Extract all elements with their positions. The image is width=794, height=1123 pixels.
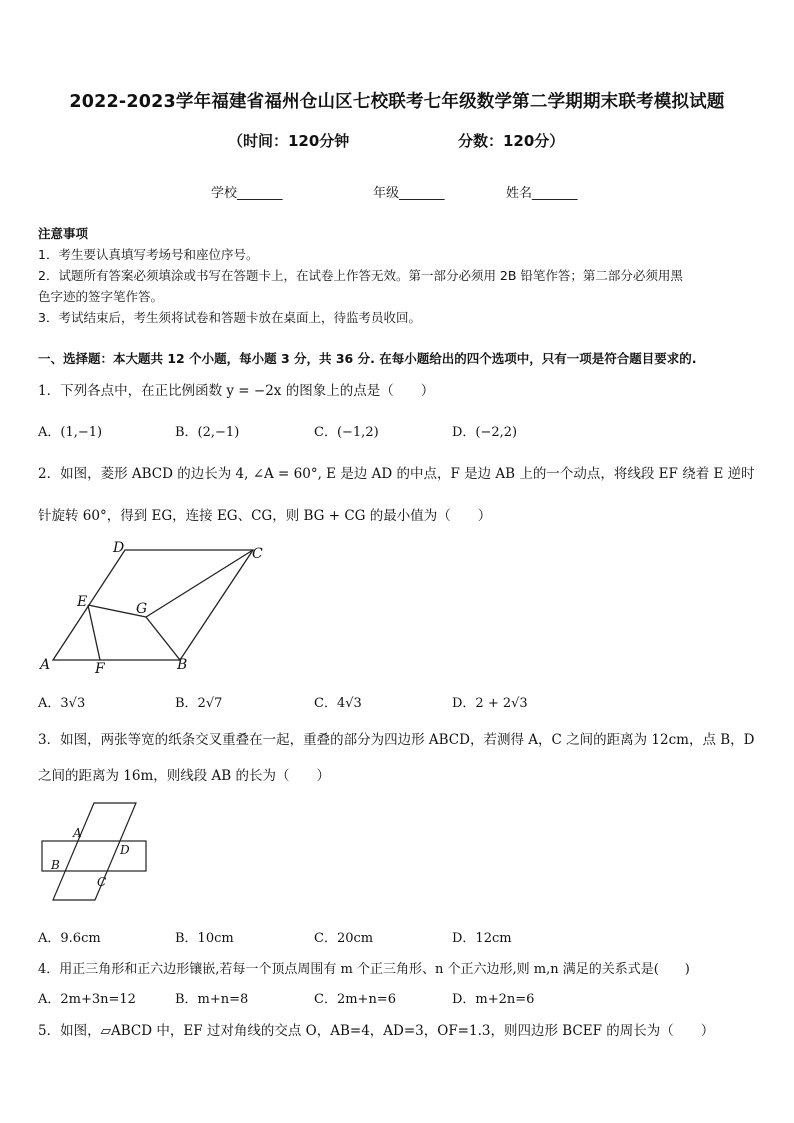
section-heading: 一、选择题：本大题共 12 个小题，每小题 3 分，共 36 分. 在每小题给出的四个选项中，只有一项是符合题目要求的. — [38, 351, 697, 366]
q2-option-b: B．2√7 — [175, 696, 223, 711]
q3-option-b: B．10cm — [175, 931, 234, 946]
q4-option-c: C．2m+n=6 — [314, 992, 396, 1007]
notice-item: 1．考生要认真填写考场号和座位序号。 — [38, 247, 259, 262]
q1-option-a: A．(1,−1) — [38, 425, 103, 440]
segment-ef — [88, 605, 100, 660]
exam-title: 2022-2023学年福建省福州仓山区七校联考七年级数学第二学期期末联考模拟试题 — [69, 92, 725, 112]
q1-option-c: C．(−1,2) — [314, 425, 379, 440]
q2-option-c: C．4√3 — [314, 696, 362, 711]
question-3-line-1: 3．如图，两张等宽的纸条交叉重叠在一起，重叠的部分为四边形 ABCD，若测得 A，C 之间的距离为 12cm，点 B，D — [38, 732, 755, 748]
label-e: E — [77, 594, 88, 610]
label-b: B — [51, 858, 60, 872]
q4-option-a: A．2m+3n=12 — [38, 992, 136, 1007]
q3-option-c: C．20cm — [314, 931, 374, 946]
exam-score: 分数：120分） — [458, 132, 565, 150]
notice-heading: 注意事项 — [38, 226, 89, 241]
school-field: 学校_______ — [211, 186, 283, 201]
label-a: A — [40, 657, 51, 673]
q3-option-a: A．9.6cm — [38, 931, 101, 946]
q1-option-d: D．(−2,2) — [452, 425, 518, 440]
grade-field: 年级_______ — [373, 186, 445, 201]
segment-gc — [146, 550, 253, 617]
label-a: A — [73, 826, 82, 840]
paper-strips-figure — [38, 800, 158, 905]
label-c: C — [97, 875, 107, 889]
label-b: B — [177, 657, 188, 673]
q2-option-a: A．3√3 — [38, 696, 86, 711]
q3-option-d: D．12cm — [452, 931, 512, 946]
question-2-line-2: 针旋转 60°，得到 EG，连接 EG、CG，则 BG + CG 的最小值为（ ） — [38, 508, 492, 524]
label-g: G — [136, 601, 148, 617]
notice-item: 色字迹的签字笔作答。 — [38, 289, 164, 304]
label-c: C — [252, 546, 263, 562]
q1-option-b: B．(2,−1) — [175, 425, 240, 440]
notice-item: 2．试题所有答案必须填涂或书写在答题卡上，在试卷上作答无效。第一部分必须用 2B 铅笔作答；第二部分必须用黑 — [38, 268, 683, 283]
name-field: 姓名_______ — [506, 186, 578, 201]
question-2-line-1: 2．如图，菱形 ABCD 的边长为 4, ∠A = 60°, E 是边 AD 的中点，F 是边 AB 上的一个动点，将线段 EF 绕着 E 逆时 — [38, 466, 755, 482]
rhombus-figure — [30, 535, 280, 675]
exam-time: （时间：120分钟 — [228, 132, 350, 150]
segment-gb — [146, 617, 180, 660]
question-1-stem: 1．下列各点中，在正比例函数 y = −2x 的图象上的点是（ ） — [38, 383, 435, 399]
question-4-stem: 4．用正三角形和正六边形镶嵌,若每一个顶点周围有 m 个正三角形、n 个正六边形,则 m,n 满足的关系式是( ) — [38, 962, 690, 977]
notice-item: 3．考试结束后，考生须将试卷和答题卡放在桌面上，待监考员收回。 — [38, 310, 421, 325]
q4-option-d: D．m+2n=6 — [452, 992, 535, 1007]
q4-option-b: B．m+n=8 — [175, 992, 249, 1007]
question-3-line-2: 之间的距离为 16m，则线段 AB 的长为（ ） — [38, 768, 331, 784]
label-d: D — [120, 843, 130, 857]
question-5-stem: 5．如图，▱ABCD 中，EF 过对角线的交点 O，AB=4，AD=3，OF=1.3，则四边形 BCEF 的周长为（ ） — [38, 1023, 715, 1039]
label-f: F — [95, 661, 105, 675]
q2-option-d: D．2 + 2√3 — [452, 696, 528, 711]
label-d: D — [113, 540, 125, 556]
